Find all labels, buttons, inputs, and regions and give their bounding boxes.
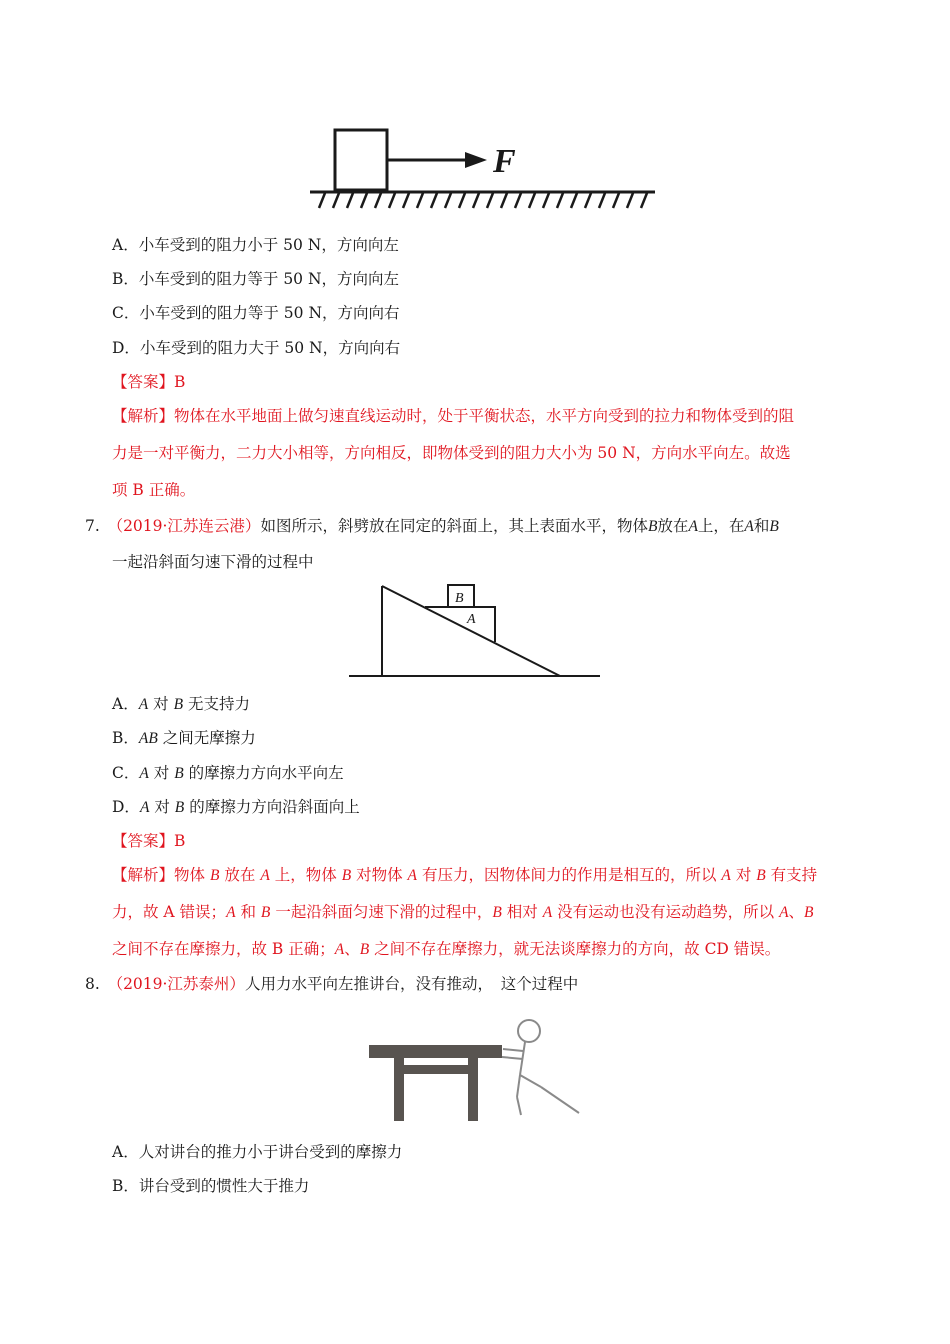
push-table-figure — [365, 1015, 590, 1125]
person — [502, 1020, 579, 1115]
q8-option-b: B．讲台受到的惯性大于推力 — [112, 1177, 310, 1195]
q7-analysis-line-1: 【解析】物体 B 放在 A 上，物体 B 对物体 A 有压力，因物体间力的作用是相互的，所以 A 对 B 有支持 — [112, 866, 818, 884]
q6-option-a: A．小车受到的阻力小于 50 N，方向向左 — [112, 236, 399, 254]
block-force-figure — [305, 120, 665, 220]
q8-stem: 8. （2019·江苏泰州）人用力水平向左推讲台，没有推动， 这个过程中 — [85, 975, 579, 993]
question-number: 8. — [85, 975, 100, 993]
incline-figure — [345, 578, 605, 682]
q8-option-a: A．人对讲台的推力小于讲台受到的摩擦力 — [112, 1143, 403, 1161]
q7-option-c: C．A 对 B 的摩擦力方向水平向左 — [112, 764, 344, 782]
q7-option-a: A．A 对 B 无支持力 — [112, 695, 250, 713]
q6-option-d: D．小车受到的阻力大于 50 N，方向向右 — [112, 339, 401, 357]
incline-slope — [382, 586, 560, 676]
q7-stem-line-1: 7. （2019·江苏连云港）如图所示，斜劈放在同定的斜面上，其上表面水平，物体B放在A上，在A和B — [85, 517, 779, 535]
table — [369, 1045, 502, 1121]
q6-option-c: C．小车受到的阻力等于 50 N，方向向右 — [112, 304, 400, 322]
block — [335, 130, 387, 190]
q6-option-b: B．小车受到的阻力等于 50 N，方向向左 — [112, 270, 400, 288]
q7-analysis-line-2: 力，故 A 错误；A 和 B 一起沿斜面匀速下滑的过程中，B 相对 A 没有运动也没有运动趋势，所以 A、B — [112, 903, 814, 921]
force-arrow-head — [465, 152, 487, 168]
q7-option-b: B．AB 之间无摩擦力 — [112, 729, 256, 747]
question-number: 7. — [85, 517, 100, 535]
q7-answer: 【答案】B — [112, 832, 186, 850]
q6-answer: 【答案】B — [112, 373, 186, 391]
q7-stem-line-2: 一起沿斜面匀速下滑的过程中 — [112, 553, 314, 571]
q6-analysis-line-1: 【解析】物体在水平地面上做匀速直线运动时，处于平衡状态，水平方向受到的拉力和物体受到的阻 — [112, 407, 795, 425]
q7-option-d: D．A 对 B 的摩擦力方向沿斜面向上 — [112, 798, 360, 816]
label-b: B — [455, 591, 464, 606]
ground-hatching — [319, 193, 647, 208]
q6-analysis-line-3: 项 B 正确。 — [112, 481, 196, 499]
question-source: （2019·江苏连云港） — [115, 517, 261, 535]
label-a: A — [467, 612, 476, 627]
q6-analysis-line-2: 力是一对平衡力，二力大小相等，方向相反，即物体受到的阻力大小为 50 N，方向水平向左。故选 — [112, 444, 791, 462]
q7-analysis-line-3: 之间不存在摩擦力，故 B 正确；A、B 之间不存在摩擦力，就无法谈摩擦力的方向，故 CD 错误。 — [112, 940, 781, 958]
force-label: F — [493, 143, 516, 180]
question-source: （2019·江苏泰州） — [115, 975, 245, 993]
